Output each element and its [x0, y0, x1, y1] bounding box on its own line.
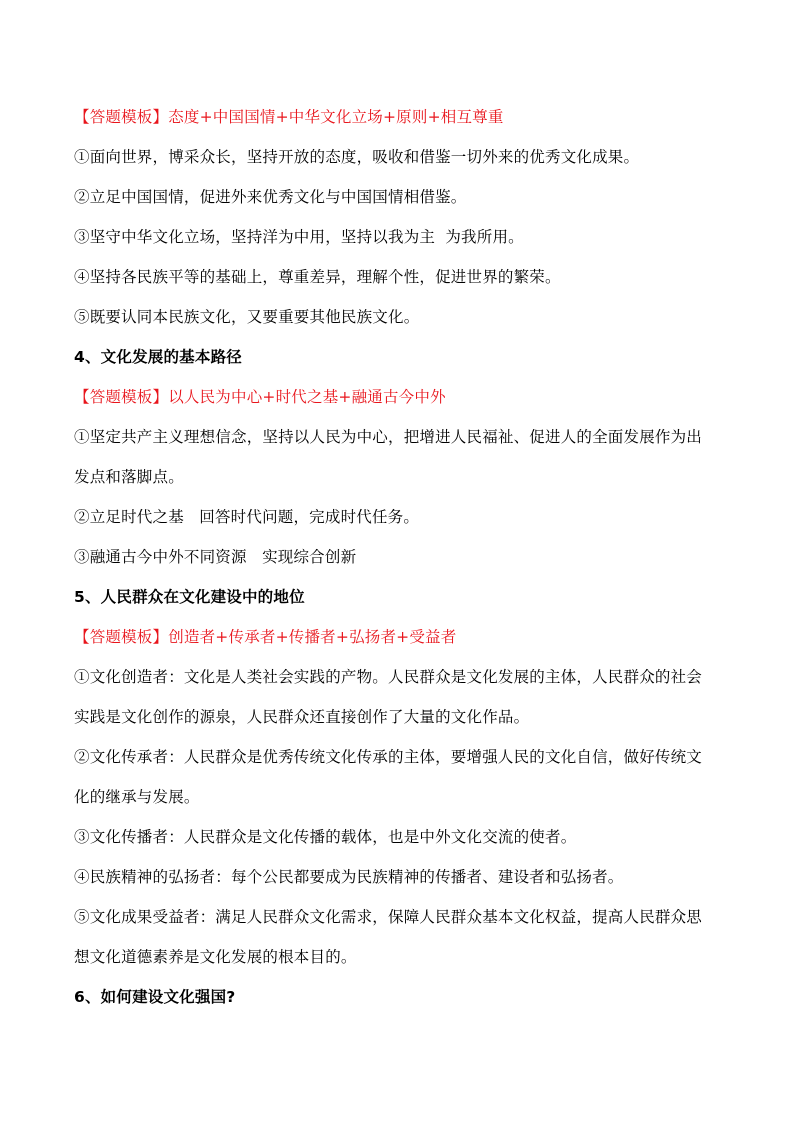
list-item — [74, 424, 726, 490]
answer-template — [74, 624, 726, 650]
template-line: 【答题模板】创造者+传承者+传播者+弘扬者+受益者 — [74, 628, 457, 646]
item-line: ②文化传承者：人民群众是优秀传统文化传承的主体，要增强人民的文化自信，做好传统文 — [74, 748, 703, 766]
item-line: ②立足时代之基 回答时代问题，完成时代任务。 — [74, 508, 420, 526]
list-item — [74, 744, 726, 810]
item-line: ③文化传播者：人民群众是文化传播的载体，也是中外文化交流的使者。 — [74, 828, 577, 846]
list-item — [74, 304, 726, 330]
template-line: 【答题模板】以人民为中心+时代之基+融通古今中外 — [74, 388, 446, 406]
list-item — [74, 544, 726, 570]
item-line: ①坚定共产主义理想信念，坚持以人民为中心，把增进人民福祉、促进人的全面发展作为出 — [74, 428, 703, 446]
list-item — [74, 824, 726, 850]
list-item — [74, 864, 726, 890]
list-item — [74, 224, 726, 250]
list-item — [74, 184, 726, 210]
item-line: 发点和落脚点。 — [74, 468, 184, 486]
item-line: ④民族精神的弘扬者：每个公民都要成为民族精神的传播者、建设者和弘扬者。 — [74, 868, 624, 886]
section-heading — [74, 984, 726, 1010]
item-line: 化的继承与发展。 — [74, 788, 200, 806]
item-line: ③融通古今中外不同资源 实现综合创新 — [74, 548, 357, 566]
item-line: ④坚持各民族平等的基础上，尊重差异，理解个性，促进世界的繁荣。 — [74, 268, 561, 286]
list-item — [74, 144, 726, 170]
section-heading — [74, 344, 726, 370]
section-heading-text: 4、文化发展的基本路径 — [74, 348, 242, 366]
answer-template — [74, 384, 726, 410]
item-line: ①面向世界，博采众长，坚持开放的态度，吸收和借鉴一切外来的优秀文化成果。 — [74, 148, 640, 166]
section-heading-text: 6、如何建设文化强国? — [74, 988, 236, 1006]
list-item — [74, 264, 726, 290]
item-line: ⑤既要认同本民族文化，又要重要其他民族文化。 — [74, 308, 420, 326]
list-item — [74, 504, 726, 530]
template-line: 【答题模板】态度+中国国情+中华文化立场+原则+相互尊重 — [74, 108, 504, 126]
item-line: ⑤文化成果受益者：满足人民群众文化需求，保障人民群众基本文化权益，提高人民群众思 — [74, 908, 703, 926]
section-heading-text: 5、人民群众在文化建设中的地位 — [74, 588, 305, 606]
item-line: ③坚守中华文化立场，坚持洋为中用，坚持以我为主 为我所用。 — [74, 228, 524, 246]
item-line: ②立足中国国情，促进外来优秀文化与中国国情相借鉴。 — [74, 188, 467, 206]
section-heading — [74, 584, 726, 610]
item-line: 想文化道德素养是文化发展的根本目的。 — [74, 948, 357, 966]
item-line: ①文化创造者：文化是人类社会实践的产物。人民群众是文化发展的主体，人民群众的社会 — [74, 668, 703, 686]
item-line: 实践是文化创作的源泉，人民群众还直接创作了大量的文化作品。 — [74, 708, 530, 726]
list-item — [74, 904, 726, 970]
list-item — [74, 664, 726, 730]
answer-template — [74, 104, 726, 130]
